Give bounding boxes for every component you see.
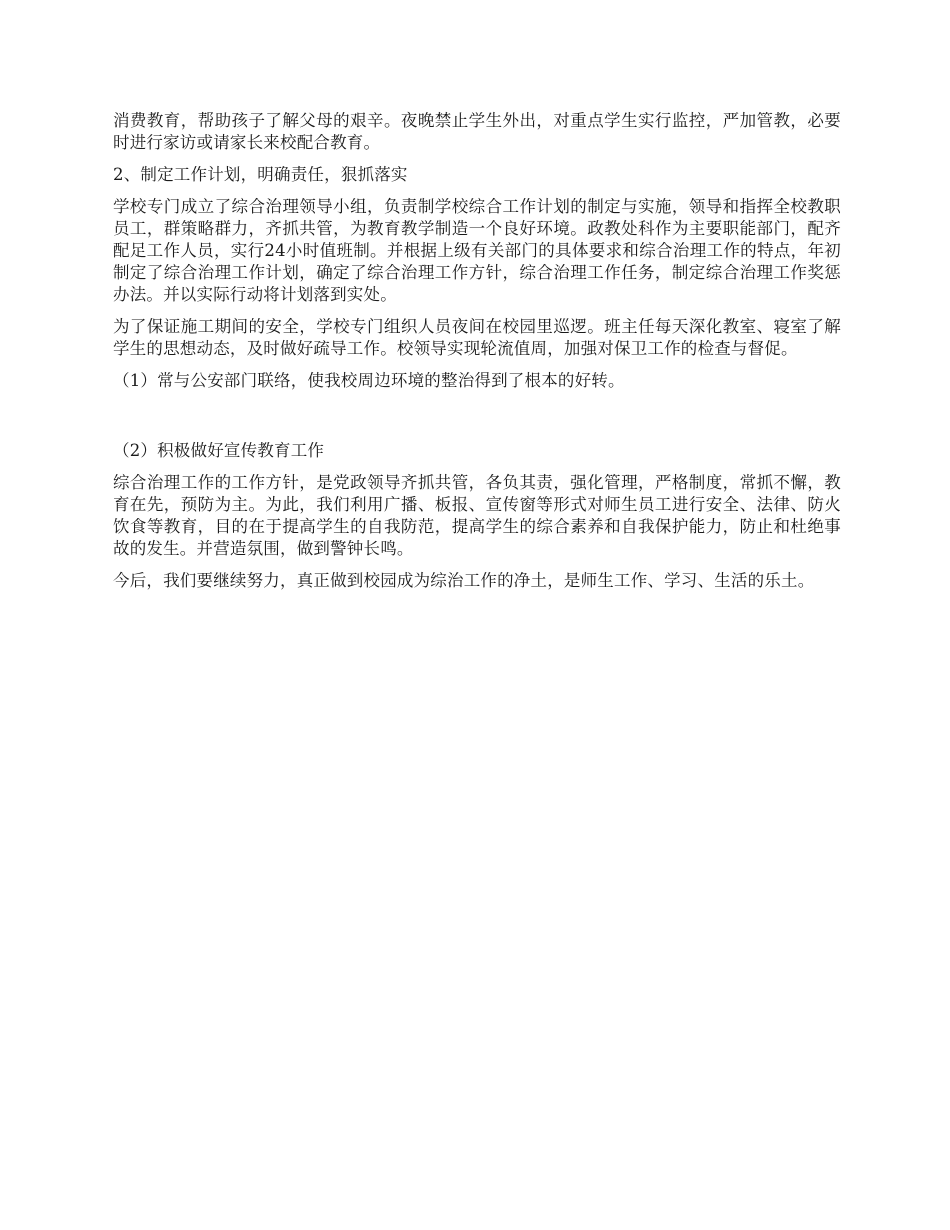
section-heading-work-plan: 2、制定工作计划，明确责任，狠抓落实: [113, 165, 408, 184]
paragraph-construction-safety: 为了保证施工期间的安全，学校专门组织人员夜间在校园里巡逻。班主任每天深化教室、寝室了解学生的思想动态，及时做好疏导工作。校领导实现轮流值周，加强对保卫工作的检查与督促。: [113, 317, 841, 358]
paragraph-leadership-group: 学校专门成立了综合治理领导小组，负责制学校综合工作计划的制定与实施，领导和指挥全校教职员工，群策略群力，齐抓共管，为教育教学制造一个良好环境。政教处科作为主要职能部门，配齐配足工作人员，实行24小时值班制。并根据上级有关部门的具体要求和综合治理工作的特点，年初制定了综合治理工作计划，确定了综合治理工作方针，综合治理工作任务，制定综合治理工作奖惩办法。并以实际行动将计划落到实处。: [113, 197, 841, 304]
list-item-police-liaison: （1）常与公安部门联络，使我校周边环境的整治得到了根本的好转。: [113, 371, 625, 390]
document-body: [113, 110, 841, 602]
paragraph-consumption-education: 消费教育，帮助孩子了解父母的艰辛。夜晚禁止学生外出，对重点学生实行监控，严加管教，必要时进行家访或请家长来校配合教育。: [113, 111, 841, 152]
blank-spacer: [113, 402, 841, 440]
paragraph-work-policy: 综合治理工作的工作方针，是党政领导齐抓共管，各负其责，强化管理，严格制度，常抓不懈，教育在先，预防为主。为此，我们利用广播、板报、宣传窗等形式对师生员工进行安全、法律、防火饮食等教育，目的在于提高学生的自我防范，提高学生的综合素养和自我保护能力，防止和杜绝事故的发生。并营造氛围，做到警钟长鸣。: [113, 473, 841, 558]
paragraph-conclusion: 今后，我们要继续努力，真正做到校园成为综治工作的净土，是师生工作、学习、生活的乐土。: [113, 571, 815, 590]
list-item-publicity-education: （2）积极做好宣传教育工作: [113, 441, 325, 460]
